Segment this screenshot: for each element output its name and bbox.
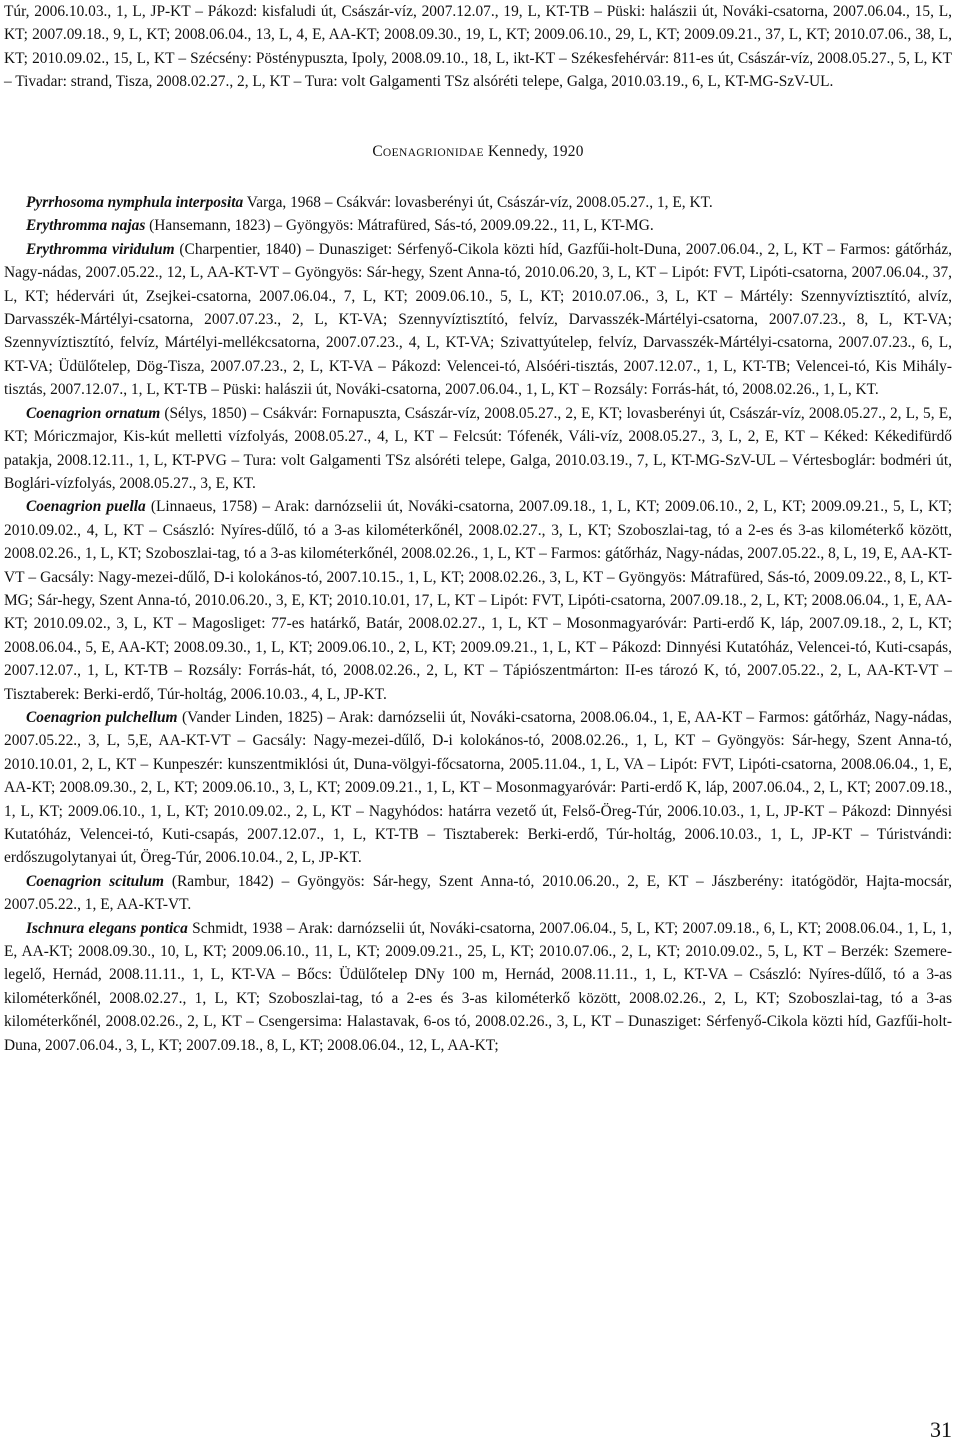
species-entry [4, 214, 952, 237]
species-name: Pyrrhosoma nymphula interposita [26, 194, 244, 212]
species-name: Coenagrion scitulum [26, 872, 164, 890]
species-records: (Sélys, 1850) – Csákvár: Fornapuszta, Császár-víz, 2008.05.27., 2, E, KT; lovasberényi út, Császár-víz, 2008.05.27., 2, L, 5, E, KT; Móriczmajor, Kis-kút melletti vízfolyás, 2008.05.27., 4, L, KT – Felcsút: Tófenék, Váli-víz, 2008.05.27., 3, L, 2, E, KT – Kéked: Kékedifürdő patakja, 2008.12.11., 1, L, KT-PVG – Tura: volt Galgamenti TSz alsóréti telepe, Galga, 2010.03.19., 7, L, KT-MG-SzV-UL – Vértesboglár: bodméri út, Boglári-vízfolyás, 2008.05.27., 3, E, KT. [4, 404, 952, 492]
species-records: (Hansemann, 1823) – Gyöngyös: Mátrafüred, Sás-tó, 2009.09.22., 11, L, KT-MG. [145, 217, 654, 235]
species-entry [4, 238, 952, 402]
continued-paragraph: Túr, 2006.10.03., 1, L, JP-KT – Pákozd: kisfaludi út, Császár-víz, 2007.12.07., 19, L, KT-TB – Püski: halászii út, Nováki-csatorna, 2007.06.04., 15, L, KT; 2007.09.18., 9, L, KT; 2008.06.04., 13, L, 4, E, AA-KT; 2008.09.30., 19, L, KT; 2009.06.10., 29, L, KT; 2009.09.21., 37, L, KT; 2010.07.06., 38, L, KT; 2010.09.02., 15, L, KT – Szécsény: Pösténypuszta, Ipoly, 2008.09.10., 18, L, ikt-KT – Székesfehérvár: 811-es út, Császár-víz, 2008.05.27., 5, L, KT – Tivadar: strand, Tisza, 2008.02.27., 2, L, KT – Tura: volt Galgamenti TSz alsóréti telepe, Galga, 2010.03.19., 6, L, KT-MG-SzV-UL. [4, 3, 952, 91]
species-records: Schmidt, 1938 – Arak: darnózselii út, Nováki-csatorna, 2007.06.04., 5, L, KT; 2007.09.18., 6, L, KT; 2008.06.04., 1, L, 1, E, AA-KT; 2008.09.30., 10, L, KT; 2009.06.10., 11, L, KT; 2009.09.21., 25, L, KT; 2010.07.06., 2, L, KT; 2010.09.02., 5, L, KT – Berzék: Szemere-legelő, Hernád, 2008.11.11., 1, L, KT-VA – Bőcs: Üdülőtelep DNy 100 m, Hernád, 2008.11.11., 1, L, KT-VA – Császló: Nyíres-dűlő, tó a 3-as kilométerkőnél, 2008.02.27., 1, L, KT; Szoboszlai-tag, tó a 2-es és 3-as kilométerkő között, 2008.02.26., 2, L, KT; Szoboszlai-tag, tó a 3-as kilométerkőnél, 2008.02.26., 2, L, KT – Csengersima: Halastavak, 6-os tó, 2008.02.26., 3, L, KT – Dunasziget: Sérfenyő-Cikola közti híd, Gazfűi-holt-Duna, 2007.06.04., 3, L, KT; 2007.09.18., 8, L, KT; 2008.06.04., 12, L, AA-KT; [4, 919, 952, 1054]
species-name: Coenagrion ornatum [26, 404, 161, 422]
species-records: (Charpentier, 1840) – Dunasziget: Sérfenyő-Cikola közti híd, Gazfűi-holt-Duna, 2007.06.04., 2, L, KT – Farmos: gátőrház, Nagy-nádas, 2007.05.22., 12, L, AA-KT-VT – Gyöngyös: Sár-hegy, Szent Anna-tó, 2010.06.20, 3, L, KT – Lipót: FVT, Lipóti-csatorna, 2007.06.04., 37, L, KT; hédervári út, Zsejkei-csatorna, 2007.06.04., 7, L, KT; 2009.06.10., 5, L, KT; 2010.07.06., 3, L, KT – Mártély: Szennyvíztisztító, alvíz, Darvasszék-Mártélyi-csatorna, 2007.07.23., 2, L, KT-VA; Szennyvíztisztító, felvíz, Darvasszék-Mártélyi-csatorna, 2007.07.23., 8, L, KT-VA; Szennyvíztisztító, felvíz, Mártélyi-mellékcsatorna, 2007.07.23., 4, L, KT-VA; Szivattyútelep, felvíz, Darvasszék-Mártélyi-csatorna, 2007.07.23., 6, L, KT-VA; Üdülőtelep, Dög-Tisza, 2007.07.23., 2, L, KT-VA – Pákozd: Velencei-tó, Alsóéri-tisztás, 2007.12.07., 1, L, KT-TB; Velencei-tó, Kis Mihály-tisztás, 2007.12.07., 1, L, KT-TB – Püski: halászii út, Nováki-csatorna, 2007.06.04., 1, L, KT – Rozsály: Forrás-hát, tó, 2008.02.26., 1, L, KT. [4, 240, 953, 399]
species-entry [4, 870, 952, 917]
family-name-rest: OENAGRIONIDAE [382, 146, 484, 159]
species-entry [4, 402, 952, 496]
species-records: (Vander Linden, 1825) – Arak: darnózselii út, Nováki-csatorna, 2008.06.04., 1, E, AA-KT – Farmos: gátőrház, Nagy-nádas, 2007.05.22., 3, L, 5,E, AA-KT-VT – Gacsály: Nagy-mezei-dűlő, D-i kolokános-tó, 2008.02.26., 1, L, KT – Gyöngyös: Sár-hegy, Szent Anna-tó, 2010.10.01, 2, L, KT – Kunpeszér: kunszentmiklósi út, Duna-völgyi-főcsatorna, 2005.11.04., 1, L, VA – Lipót: FVT, Lipóti-csatorna, 2008.06.04., 1, E, AA-KT; 2008.09.30., 2, L, KT; 2009.06.10., 3, L, KT; 2009.09.21., 1, L, KT – Mosonmagyaróvár: Parti-erdő K, láp, 2007.06.04., 2, L, KT; 2007.09.18., 1, L, KT; 2009.06.10., 1, L, KT; 2010.09.02., 2, L, KT – Nagyhódos: határra vezető út, Felső-Öreg-Túr, 2006.10.03., 1, L, JP-KT – Pákozd: Dinnyési Kutatóház, Velencei-tó, Kuti-csapás, 2007.12.07., 1, L, KT-TB – Tisztaberek: Berki-erdő, Túr-holtág, 2006.10.03., 1, L, JP-KT – Túristvándi: erdőszugolytanyai út, Öreg-Túr, 2006.10.04., 2, L, JP-KT. [4, 708, 952, 867]
species-name: Coenagrion pulchellum [26, 708, 178, 726]
species-name: Ischnura elegans pontica [26, 919, 188, 937]
page-number: 31 [930, 1417, 952, 1442]
species-name: Erythromma najas [26, 217, 146, 235]
species-name: Erythromma viridulum [26, 240, 175, 258]
page-content [4, 0, 952, 1057]
species-entry [4, 191, 952, 214]
species-entry [4, 706, 952, 870]
species-records: (Linnaeus, 1758) – Arak: darnózselii út, Nováki-csatorna, 2007.09.18., 1, L, KT; 2009.06.10., 2, L, KT; 2009.09.21., 5, L, KT; 2010.09.02., 4, L, KT – Császló: Nyíres-dűlő, tó a 3-as kilométerkőnél, 2008.02.27., 3, L, KT; Szoboszlai-tag, tó a 2-es és 3-as kilométerkő között, 2008.02.26., 1, L, KT; Szoboszlai-tag, tó a 3-as kilométerkőnél, 2008.02.26., 1, L, KT – Farmos: gátőrház, Nagy-nádas, 2007.05.22., 8, L, 19, E, AA-KT-VT – Gacsály: Nagy-mezei-dűlő, D-i kolokános-tó, 2007.10.15., 1, L, KT; 2008.02.26., 3, L, KT – Gyöngyös: Mátrafüred, Sás-tó, 2009.09.22., 8, L, KT-MG; Sár-hegy, Szent Anna-tó, 2010.06.20., 3, E, KT; 2010.10.01, 17, L, KT – Lipót: FVT, Lipóti-csatorna, 2007.09.18., 2, L, KT; 2008.06.04., 1, E, AA-KT; 2010.09.02., 3, L, KT – Magosliget: 77-es határkő, Batár, 2008.02.27., 1, L, KT – Mosonmagyaróvár: Parti-erdő K, láp, 2007.09.18., 2, L, KT; 2008.06.04., 5, E, AA-KT; 2008.09.30., 1, L, KT; 2009.06.10., 2, L, KT; 2009.09.21., 1, L, KT – Pákozd: Dinnyési Kutatóház, Velencei-tó, Kuti-csapás, 2007.12.07., 1, L, KT-TB – Rozsály: Forrás-hát, tó, 2008.02.26., 2, L, KT – Tápiószentmárton: II-es tározó K, tó, 2007.05.22., 2, L, AA-KT-VT – Tisztaberek: Berki-erdő, Túr-holtág, 2006.10.03., 4, L, JP-KT. [4, 498, 952, 703]
species-entry [4, 917, 952, 1057]
species-name: Coenagrion puella [26, 498, 146, 516]
family-heading [4, 140, 952, 165]
family-author: Kennedy, 1920 [487, 142, 584, 160]
species-records: (Rambur, 1842) – Gyöngyös: Sár-hegy, Szent Anna-tó, 2010.06.20., 2, E, KT – Jászberény: itatógödör, Hajta-mocsár, 2007.05.22., 1, E, AA-KT-VT. [4, 872, 952, 914]
family-initial: C [372, 142, 383, 160]
species-records: Varga, 1968 – Csákvár: lovasberényi út, Császár-víz, 2008.05.27., 1, E, KT. [243, 194, 713, 212]
species-entry [4, 495, 952, 706]
